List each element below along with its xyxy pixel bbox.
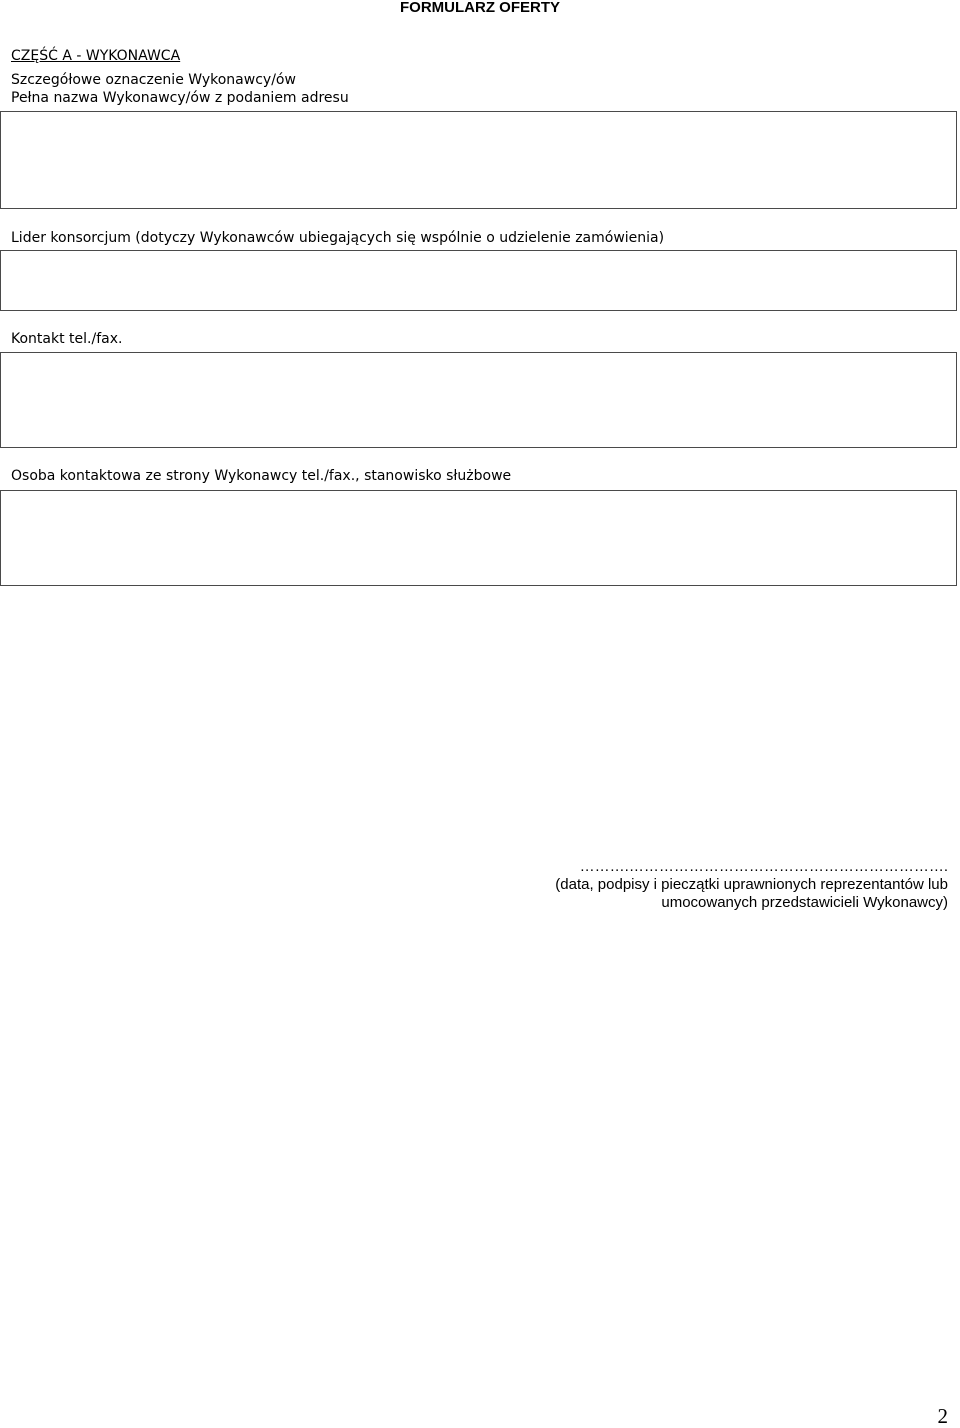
signature-caption-line-2: umocowanych przedstawicieli Wykonawcy) <box>661 894 948 911</box>
contact-person-label: Osoba kontaktowa ze strony Wykonawcy tel./fax., stanowisko służbowe <box>11 468 512 484</box>
signature-block <box>488 858 948 912</box>
signature-caption-line-1: (data, podpisy i pieczątki uprawnionych reprezentantów lub <box>555 876 948 893</box>
document-title: FORMULARZ OFERTY <box>400 0 560 16</box>
page-number: 2 <box>937 1404 948 1428</box>
contractor-fullname-field[interactable] <box>0 111 957 209</box>
contractor-fullname-label: Pełna nazwa Wykonawcy/ów z podaniem adresu <box>11 90 349 106</box>
consortium-leader-label: Lider konsorcjum (dotyczy Wykonawców ubiegających się wspólnie o udzielenie zamówienia) <box>11 230 665 246</box>
section-heading: CZĘŚĆ A - WYKONAWCA <box>11 48 181 64</box>
contact-person-field[interactable] <box>0 490 957 586</box>
contact-label: Kontakt tel./fax. <box>11 331 123 347</box>
contact-field[interactable] <box>0 352 957 448</box>
signature-dots: ……….………………………………………………………. <box>579 858 948 875</box>
contractor-designation-label: Szczegółowe oznaczenie Wykonawcy/ów <box>11 72 296 88</box>
consortium-leader-field[interactable] <box>0 250 957 311</box>
